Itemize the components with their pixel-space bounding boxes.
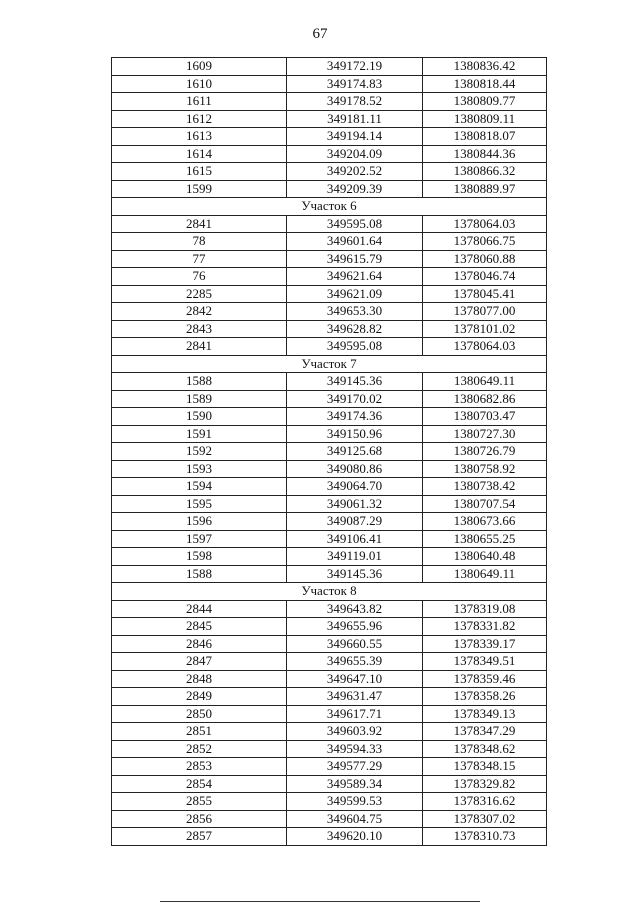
x-coordinate-cell: 349172.19 [287,58,423,76]
point-number-cell: 1595 [112,495,287,513]
x-coordinate-cell: 349655.39 [287,653,423,671]
x-coordinate-cell: 349150.96 [287,425,423,443]
point-number-cell: 2855 [112,793,287,811]
y-coordinate-cell: 1378331.82 [423,618,547,636]
section-title: Участок 8 [112,583,547,601]
x-coordinate-cell: 349202.52 [287,163,423,181]
x-coordinate-cell: 349653.30 [287,303,423,321]
table-row [112,373,547,391]
y-coordinate-cell: 1380809.11 [423,110,547,128]
x-coordinate-cell: 349621.64 [287,268,423,286]
x-coordinate-cell: 349601.64 [287,233,423,251]
point-number-cell: 78 [112,233,287,251]
section-title: Участок 7 [112,355,547,373]
y-coordinate-cell: 1380844.36 [423,145,547,163]
point-number-cell: 2846 [112,635,287,653]
y-coordinate-cell: 1380726.79 [423,443,547,461]
x-coordinate-cell: 349061.32 [287,495,423,513]
y-coordinate-cell: 1378348.15 [423,758,547,776]
section-header-row [112,198,547,216]
coordinates-table [111,57,547,846]
table-row [112,758,547,776]
y-coordinate-cell: 1380649.11 [423,373,547,391]
x-coordinate-cell: 349170.02 [287,390,423,408]
table-row [112,705,547,723]
point-number-cell: 2850 [112,705,287,723]
y-coordinate-cell: 1378347.29 [423,723,547,741]
point-number-cell: 2849 [112,688,287,706]
x-coordinate-cell: 349174.83 [287,75,423,93]
table-row [112,128,547,146]
table-row [112,600,547,618]
point-number-cell: 1609 [112,58,287,76]
coordinates-table-body [112,58,547,846]
point-number-cell: 1613 [112,128,287,146]
point-number-cell: 2842 [112,303,287,321]
x-coordinate-cell: 349174.36 [287,408,423,426]
y-coordinate-cell: 1378329.82 [423,775,547,793]
table-row [112,793,547,811]
table-row [112,425,547,443]
point-number-cell: 2841 [112,338,287,356]
point-number-cell: 1612 [112,110,287,128]
table-row [112,443,547,461]
table-row [112,670,547,688]
y-coordinate-cell: 1380673.66 [423,513,547,531]
point-number-cell: 2851 [112,723,287,741]
x-coordinate-cell: 349209.39 [287,180,423,198]
x-coordinate-cell: 349594.33 [287,740,423,758]
table-row [112,810,547,828]
table-row [112,653,547,671]
point-number-cell: 1594 [112,478,287,496]
y-coordinate-cell: 1380809.77 [423,93,547,111]
x-coordinate-cell: 349599.53 [287,793,423,811]
table-row [112,688,547,706]
point-number-cell: 76 [112,268,287,286]
point-number-cell: 2845 [112,618,287,636]
y-coordinate-cell: 1378064.03 [423,215,547,233]
y-coordinate-cell: 1378349.51 [423,653,547,671]
point-number-cell: 1588 [112,565,287,583]
x-coordinate-cell: 349604.75 [287,810,423,828]
point-number-cell: 2848 [112,670,287,688]
x-coordinate-cell: 349660.55 [287,635,423,653]
point-number-cell: 1596 [112,513,287,531]
point-number-cell: 1592 [112,443,287,461]
y-coordinate-cell: 1380818.07 [423,128,547,146]
table-row [112,828,547,846]
y-coordinate-cell: 1378064.03 [423,338,547,356]
x-coordinate-cell: 349628.82 [287,320,423,338]
point-number-cell: 2847 [112,653,287,671]
y-coordinate-cell: 1380682.86 [423,390,547,408]
y-coordinate-cell: 1380889.97 [423,180,547,198]
table-row [112,635,547,653]
point-number-cell: 2854 [112,775,287,793]
y-coordinate-cell: 1380836.42 [423,58,547,76]
y-coordinate-cell: 1380727.30 [423,425,547,443]
y-coordinate-cell: 1380818.44 [423,75,547,93]
y-coordinate-cell: 1380758.92 [423,460,547,478]
point-number-cell: 1593 [112,460,287,478]
point-number-cell: 1614 [112,145,287,163]
x-coordinate-cell: 349178.52 [287,93,423,111]
table-row [112,268,547,286]
x-coordinate-cell: 349145.36 [287,565,423,583]
y-coordinate-cell: 1380649.11 [423,565,547,583]
table-row [112,75,547,93]
section-title: Участок 6 [112,198,547,216]
x-coordinate-cell: 349655.96 [287,618,423,636]
table-row [112,320,547,338]
x-coordinate-cell: 349577.29 [287,758,423,776]
x-coordinate-cell: 349119.01 [287,548,423,566]
table-row [112,390,547,408]
table-row [112,408,547,426]
table-row [112,303,547,321]
y-coordinate-cell: 1378077.00 [423,303,547,321]
y-coordinate-cell: 1378349.13 [423,705,547,723]
table-row [112,460,547,478]
table-row [112,93,547,111]
table-row [112,338,547,356]
table-row [112,163,547,181]
y-coordinate-cell: 1380866.32 [423,163,547,181]
point-number-cell: 1597 [112,530,287,548]
x-coordinate-cell: 349080.86 [287,460,423,478]
table-row [112,110,547,128]
table-row [112,250,547,268]
point-number-cell: 1590 [112,408,287,426]
point-number-cell: 1591 [112,425,287,443]
page-bottom-rule [160,901,480,902]
y-coordinate-cell: 1378310.73 [423,828,547,846]
table-row [112,723,547,741]
y-coordinate-cell: 1378101.02 [423,320,547,338]
point-number-cell: 2841 [112,215,287,233]
y-coordinate-cell: 1378339.17 [423,635,547,653]
x-coordinate-cell: 349589.34 [287,775,423,793]
y-coordinate-cell: 1378060.88 [423,250,547,268]
table-row [112,565,547,583]
x-coordinate-cell: 349620.10 [287,828,423,846]
y-coordinate-cell: 1378046.74 [423,268,547,286]
x-coordinate-cell: 349145.36 [287,373,423,391]
y-coordinate-cell: 1378358.26 [423,688,547,706]
table-row [112,548,547,566]
x-coordinate-cell: 349621.09 [287,285,423,303]
x-coordinate-cell: 349603.92 [287,723,423,741]
table-row [112,530,547,548]
table-row [112,58,547,76]
y-coordinate-cell: 1380703.47 [423,408,547,426]
point-number-cell: 77 [112,250,287,268]
point-number-cell: 1611 [112,93,287,111]
table-row [112,618,547,636]
x-coordinate-cell: 349204.09 [287,145,423,163]
y-coordinate-cell: 1380640.48 [423,548,547,566]
section-header-row [112,355,547,373]
x-coordinate-cell: 349106.41 [287,530,423,548]
table-row [112,285,547,303]
table-row [112,775,547,793]
y-coordinate-cell: 1378045.41 [423,285,547,303]
x-coordinate-cell: 349125.68 [287,443,423,461]
point-number-cell: 1599 [112,180,287,198]
y-coordinate-cell: 1378359.46 [423,670,547,688]
y-coordinate-cell: 1378307.02 [423,810,547,828]
table-row [112,740,547,758]
table-row [112,495,547,513]
point-number-cell: 1598 [112,548,287,566]
table-row [112,513,547,531]
y-coordinate-cell: 1380738.42 [423,478,547,496]
point-number-cell: 2856 [112,810,287,828]
point-number-cell: 1610 [112,75,287,93]
x-coordinate-cell: 349615.79 [287,250,423,268]
point-number-cell: 2285 [112,285,287,303]
x-coordinate-cell: 349595.08 [287,215,423,233]
point-number-cell: 2843 [112,320,287,338]
table-row [112,180,547,198]
x-coordinate-cell: 349595.08 [287,338,423,356]
x-coordinate-cell: 349064.70 [287,478,423,496]
y-coordinate-cell: 1380655.25 [423,530,547,548]
y-coordinate-cell: 1378348.62 [423,740,547,758]
x-coordinate-cell: 349181.11 [287,110,423,128]
table-row [112,145,547,163]
point-number-cell: 2853 [112,758,287,776]
table-row [112,478,547,496]
x-coordinate-cell: 349631.47 [287,688,423,706]
x-coordinate-cell: 349617.71 [287,705,423,723]
page-number: 67 [312,26,328,42]
point-number-cell: 2844 [112,600,287,618]
x-coordinate-cell: 349194.14 [287,128,423,146]
table-row [112,215,547,233]
table-row [112,233,547,251]
x-coordinate-cell: 349643.82 [287,600,423,618]
point-number-cell: 1615 [112,163,287,181]
y-coordinate-cell: 1378316.62 [423,793,547,811]
x-coordinate-cell: 349647.10 [287,670,423,688]
section-header-row [112,583,547,601]
x-coordinate-cell: 349087.29 [287,513,423,531]
y-coordinate-cell: 1378319.08 [423,600,547,618]
point-number-cell: 2852 [112,740,287,758]
point-number-cell: 1589 [112,390,287,408]
y-coordinate-cell: 1378066.75 [423,233,547,251]
point-number-cell: 2857 [112,828,287,846]
y-coordinate-cell: 1380707.54 [423,495,547,513]
point-number-cell: 1588 [112,373,287,391]
